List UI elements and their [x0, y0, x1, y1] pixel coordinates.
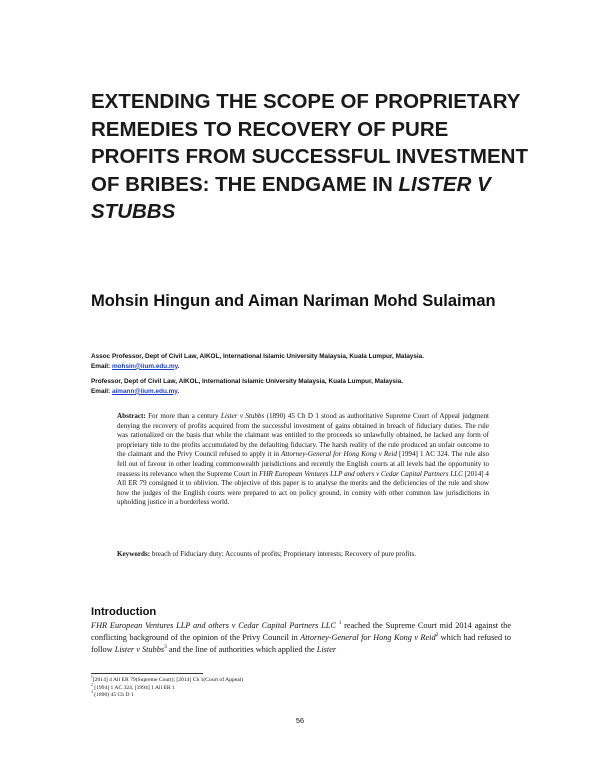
abstract-text-3: [1994] 1 AC 324. The rule also fell out of favour in other leading commonwealth jurisdictions and recently the English courts at all levels had the opportunity to reassess its relevance when the Supreme Court in [117, 450, 489, 478]
footnote-3-text: (1890) 45 Ch D 1 [92, 692, 134, 699]
keywords-label: Keywords: [117, 550, 151, 558]
footnote-divider [91, 673, 203, 674]
abstract-case-1: Lister v Stubbs [220, 412, 265, 420]
introduction-body [91, 620, 511, 656]
affiliation-1-email-label: Email: [91, 362, 112, 370]
keywords-text: breach of Fiduciary duty; Accounts of profits; Proprietary interests; Recovery of pure profits. [150, 550, 417, 558]
affiliation-2: Professor, Dept of Civil Law, AIKOL, International Islamic University Malaysia, Kuala Lumpur, Malaysia. Email: aimann@iium.edu.my. [91, 378, 404, 395]
affiliation-1: Assoc Professor, Dept of Civil Law, AIKOL, International Islamic University Malaysia, Kuala Lumpur, Malaysia. Email: mohsin@iium.edu.my. [91, 353, 425, 370]
page-number: 56 [295, 716, 305, 725]
abstract-text-2: (1890) 45 Ch D 1 stood as authoritative Supreme Court of Appeal judgment denying the recovery of profits acquired from the successful investment of gains obtained in breach of fiduciary duties. The rule was rationalized on the basis that while the claimant was entitled to the proceeds so unlawfully obtained, he lacked any form of proprietary title to the profits accumulated by the defaulting fiduciary. The harsh reality of the rule produced an unfair outcome to the claimant and the Privy Council refused to apply it in [117, 412, 490, 459]
footnote-1-text: [2014] 4 All ER 79(Supreme Court); [2014] Ch 1(Court of Appeal) [92, 677, 244, 683]
intro-text-3: and the line of authorities which applied the [166, 645, 317, 654]
footnotes [91, 677, 491, 700]
footnote-2-text: [1994] 1 AC 324, [1994] 1 All ER 1 [92, 684, 175, 691]
affiliation-2-email-link[interactable]: aimann@iium.edu.my [111, 387, 178, 395]
author-names: Mohsin Hingun and Aiman Nariman Mohd Sulaiman [91, 292, 496, 310]
intro-case-1: FHR European Ventures LLP and others v Cedar Capital Partners LLC [91, 621, 336, 630]
intro-text-2: which had refused to follow [91, 633, 511, 654]
footnote-3 [91, 692, 491, 700]
abstract-text-4: [2014] 4 All ER 79 consigned it to oblivion. The objective of this paper is to analyse the merits and the deficiencies of the rule and show how the judges of the English courts were prepared to act on policy ground, in comity with other common law jurisdictions in upholding justice in a borderless world. [117, 469, 489, 507]
footnote-ref-1[interactable]: 1 [338, 620, 342, 627]
footnote-1-number: 1 [91, 675, 93, 680]
footnote-3-number: 3 [91, 690, 93, 695]
abstract-case-3: FHR European Ventures LLP and others v Cedar Capital Partners LLC [259, 469, 463, 478]
intro-case-2: Attorney-General for Hong Kong v Reid [300, 633, 436, 642]
intro-case-4: Lister [316, 645, 337, 654]
keywords [117, 549, 489, 559]
footnote-2-number: 2 [91, 682, 93, 687]
abstract-text-1: For more than a century [145, 412, 221, 420]
footnote-2 [91, 682, 491, 693]
affiliation-1-email-link[interactable]: mohsin@iium.edu.my [111, 362, 178, 370]
affiliation-2-email-label: Email: [91, 387, 112, 395]
abstract-label: Abstract: [117, 412, 146, 420]
paper-title [91, 88, 531, 226]
affiliation-2-text: Professor, Dept of Civil Law, AIKOL, International Islamic University Malaysia, Kuala Lumpur, Malaysia. [91, 378, 404, 385]
title-case-name: LISTER V STUBBS [91, 172, 491, 223]
footnote-ref-2[interactable]: 2 [435, 632, 439, 639]
footnote-1 [91, 677, 491, 685]
intro-text-1: reached the Supreme Court mid 2014 against the conflicting background of the opinion of the Privy Council in [91, 621, 511, 642]
intro-case-3: Lister v Stubbs [114, 645, 165, 654]
footnote-ref-3[interactable]: 3 [164, 644, 167, 651]
abstract [117, 412, 489, 508]
affiliation-1-text: Assoc Professor, Dept of Civil Law, AIKOL, International Islamic University Malaysia, Kuala Lumpur, Malaysia. [91, 353, 425, 360]
introduction-heading: Introduction [91, 606, 157, 618]
title-main: EXTENDING THE SCOPE OF PROPRIETARY REMEDIES TO RECOVERY OF PURE PROFITS FROM SUCCESSFUL INVESTMENT OF BRIBES: THE ENDGAME IN [91, 90, 528, 196]
abstract-case-2: Attorney-General for Hong Kong v Reid [281, 450, 397, 459]
